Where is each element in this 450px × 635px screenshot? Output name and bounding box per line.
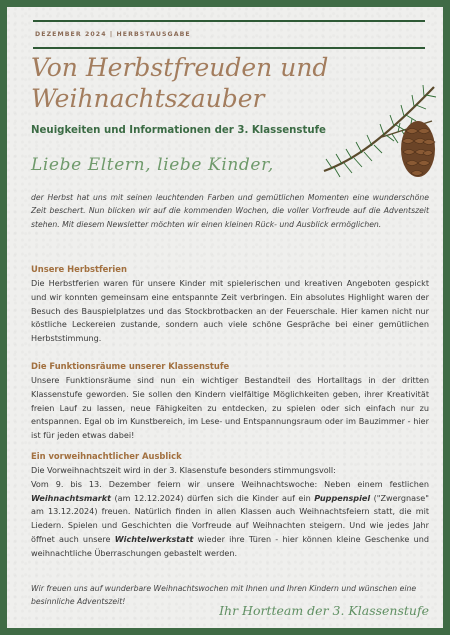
ausblick-intro-line: Die Vorweihnachtszeit wird in der 3. Klasenstufe besonders stimmungsvoll:	[31, 465, 336, 475]
newsletter-subtitle: Neuigkeiten und Informationen der 3. Klassenstufe	[31, 125, 326, 136]
signature: Ihr Hortteam der 3. Klassenstufe	[219, 603, 429, 618]
keyword-wichtelwerkstatt: Wichtelwerkstatt	[114, 533, 194, 544]
newsletter-page	[7, 7, 443, 628]
ausblick-paragraph: Vom 9. bis 13. Dezember feiern wir unsere Weihnachtswoche: Neben einem festlichen Weihnachtsmarkt (am 12.12.2024) dürfen sich die Kinder auf ein Puppenspiel ("Zwergnase" am 13.12.2024) freuen. Natürlich finden in allen Klassen auch Weihnachtsfeiern statt, die mit Liedern. Spielen und Geschichten die Vorfreude auf Weihnachten steigern. Und wie jedes Jahr öffnet auch unsere Wichtelwerkstatt wieder ihre Türen - hier können kleine Geschenke und weihnachtliche Überraschungen gebastelt werden.	[31, 478, 429, 558]
title-line-1: Von Herbstfreuden und	[31, 53, 329, 82]
issue-label: DEZEMBER 2024 | HERBSTAUSGABE	[35, 31, 191, 38]
pine-branch-icon	[322, 79, 440, 199]
title-line-2: Weihnachtszauber	[31, 84, 265, 113]
intro-paragraph: der Herbst hat uns mit seinen leuchtenden Farben und gemütlichen Momenten eine wunderschöne Zeit beschert. Nun blicken wir auf die kommenden Wochen, die voller Vorfreude auf die Adventszeit stehen. Mit diesem Newsletter möchten wir einen kleinen Rück- und Ausblick ermöglichen.	[31, 193, 429, 229]
section-title-herbstferien: Unsere Herbstferien	[31, 264, 127, 274]
section-title-funktionsraeume: Die Funktionsräume unserer Klassenstufe	[31, 361, 230, 371]
section-title-ausblick: Ein vorweihnachtlicher Ausblick	[31, 451, 182, 461]
top-rule	[33, 20, 425, 22]
section-text-funktionsraeume: Unsere Funktionsräume sind nun ein wichtiger Bestandteil des Hortalltags in der dritten Klassenstufe geworden. Sie sollen den Kindern vielfältige Möglichkeiten geben, ihrer Kreativität freien Lauf zu lassen, neue Fähigkeiten zu entdecken, zu spielen oder sich einfach nur zu entspannen. Egal ob im Kunstbereich, im Lese- und Entspannungsraum oder im Bauzimmer - hier ist für jeden etwas dabei!	[31, 375, 429, 441]
header-rule	[33, 47, 425, 49]
section-text-ausblick	[31, 464, 429, 561]
newsletter-title	[31, 52, 331, 114]
keyword-puppenspiel: Puppenspiel	[314, 492, 371, 503]
keyword-weihnachtsmarkt: Weihnachtsmarkt	[31, 492, 112, 503]
closing-paragraph: Wir freuen uns auf wunderbare Weihnachtswochen mit Ihnen und Ihren Kindern und wünschen eine besinnliche Adventszeit!	[31, 584, 417, 607]
section-text-herbstferien: Die Herbstferien waren für unsere Kinder mit spielerischen und kreativen Angeboten gespickt und wir konnten gemeinsam eine entspannte Zeit verbringen. Ein absolutes Highlight waren der Besuch des Bauspielplatzes und das Stockbrotbacken an der Feuerschale. Hier kamen nicht nur köstliche Leckereien zustande, sondern auch viele schöne Gespräche bei einer gemütlichen Herbststimmung.	[31, 278, 429, 344]
greeting: Liebe Eltern, liebe Kinder,	[31, 155, 274, 175]
